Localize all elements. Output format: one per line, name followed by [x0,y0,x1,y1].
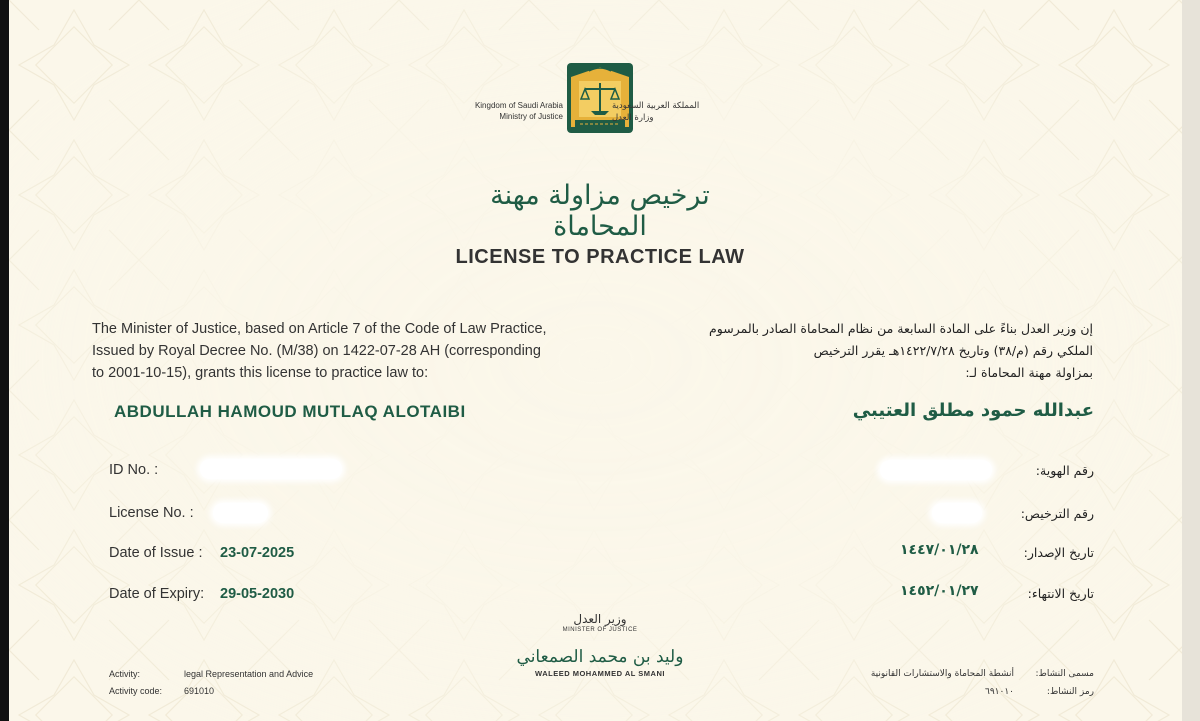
holder-name-en: ABDULLAH HAMOUD MUTLAQ ALOTAIBI [114,402,466,421]
license-label-ar: رقم الترخيص: [1020,506,1094,521]
id-value-ar-redacted [880,460,992,480]
id-label-ar: رقم الهوية: [1035,463,1094,478]
activity-label-en: Activity: [109,669,141,679]
intro-line-en: The Minister of Justice, based on Article 7 of the Code of Law Practice, [92,321,547,337]
header-arabic [612,100,699,124]
left-border [0,0,9,721]
intro-text-en [92,318,572,384]
activity-code-value-en: 691010 [184,686,215,696]
intro-line-en: Issued by Royal Decree No. (M/38) on 1422-07-28 AH (corresponding [92,343,541,359]
minister-signature: وليد بن محمد الصمعاني [516,647,684,667]
activity-value-en: legal Representation and Advice [184,669,314,679]
issue-date-value-en: 23-07-2025 [220,545,295,561]
minister-name-en: WALEED MOHAMMED AL SMANI [535,669,665,678]
expiry-date-label-en: Date of Expiry: [109,586,205,602]
activity-code-value-ar: ٦٩١٠١٠ [984,687,1014,697]
country-name-en: Kingdom of Saudi Arabia [474,101,563,110]
issue-date-label-ar: تاريخ الإصدار: [1023,545,1094,560]
activity-value-ar: أنشطة المحاماة والاستشارات القانونية [870,669,1014,679]
minister-title-ar: وزير العدل [573,612,627,626]
header-english [475,100,563,122]
activity-label-ar: مسمى النشاط: [1035,669,1094,679]
intro-line-ar: إن وزير العدل بناءً على المادة السابعة من نظام المحاماة الصادر بالمرسوم [709,321,1093,336]
minister-title-en: MINISTER OF JUSTICE [562,627,638,633]
document-title: LICENSE TO PRACTICE LAW [455,246,745,268]
expiry-date-label-ar: تاريخ الانتهاء: [1027,586,1094,601]
intro-text-ar [593,318,1093,384]
license-value-redacted [213,503,268,523]
holder-name-ar: عبدالله حمود مطلق العتيبي [852,400,1094,421]
activity-code-label-en: Activity code: [109,686,163,696]
ministry-name-en: Ministry of Justice [499,112,563,121]
expiry-date-value-ar: ١٤٥٢/٠١/٢٧ [900,583,979,599]
expiry-date-value-en: 29-05-2030 [220,586,295,602]
issue-date-value-ar: ١٤٤٧/٠١/٢٨ [900,542,979,558]
intro-line-ar: بمزاولة مهنة المحاماة لـ: [965,365,1093,380]
issue-date-label-en: Date of Issue : [109,545,203,561]
country-name-ar: المملكة العربية السعودية [612,101,700,111]
intro-line-en: to 2001-10-15), grants this license to practice law to: [92,365,429,381]
id-value-redacted [200,459,342,479]
activity-code-label-ar: رمز النشاط: [1046,687,1094,697]
ministry-name-ar: وزارة العدل [612,113,654,123]
license-label-en: License No. : [109,505,194,521]
id-label-en: ID No. : [109,462,159,478]
intro-line-ar: الملكي رقم (م/٣٨) وتاريخ ١٤٢٢/٧/٢٨هـ يقرر الترخيص [813,343,1093,358]
arabic-calligraphy-title: ترخيص مزاولة مهنة المحاماة [490,180,710,242]
right-border [1182,0,1200,721]
license-value-ar-redacted [932,503,982,523]
minister-signature-block [505,612,695,678]
